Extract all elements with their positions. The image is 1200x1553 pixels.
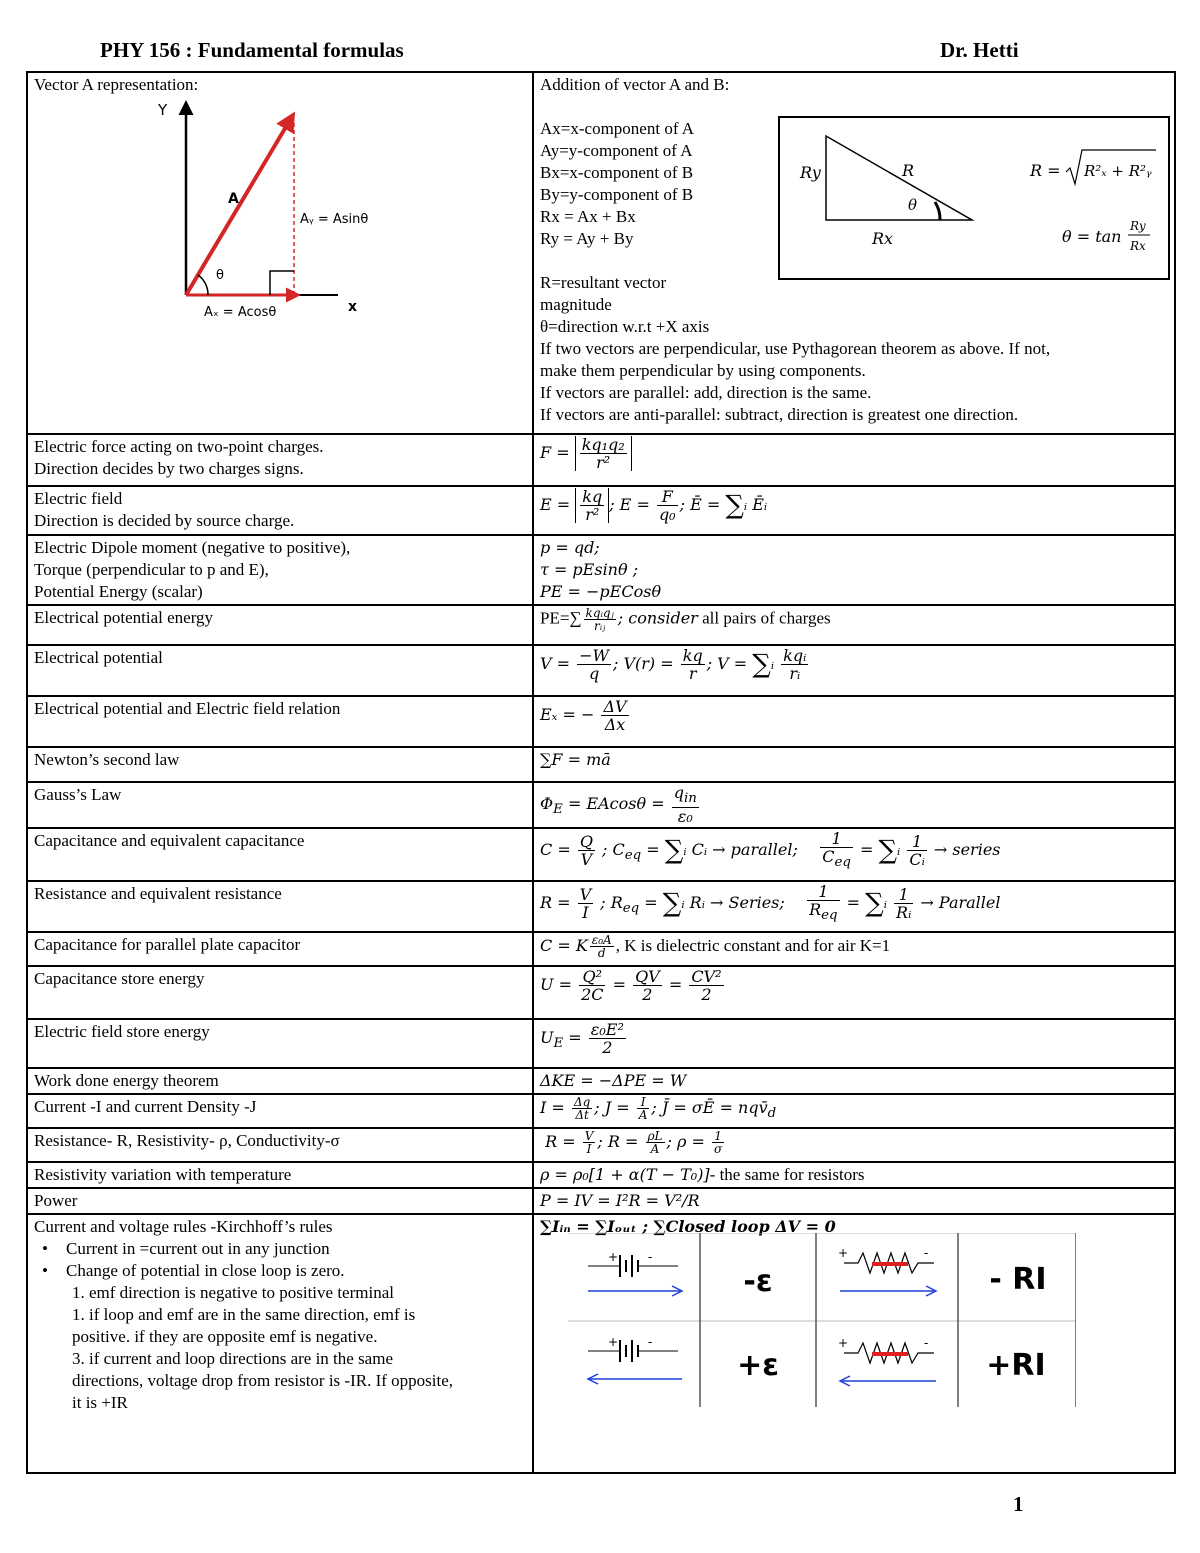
row-label: Work done energy theorem [34,1071,219,1090]
formula: ∑F = mā [540,750,611,769]
formula-note: , K is dielectric constant and for air K=1 [615,936,891,955]
formula: PE = −pECosθ [540,582,662,601]
formula-cell: E = $\frac{kq}{\text{r²}}$ ; E = $\frac{F}{\text{q₀}}$ ; Ē = ∑ᵢ Ēᵢ [533,486,1175,535]
formula: P = IV = I²R = V²/R [540,1191,700,1210]
row-label: Gauss’s Law [34,785,122,804]
formula: ΔKE = −ΔPE = W [540,1071,687,1090]
formula-note: series [952,840,1001,860]
row-label: Electrical potential and Electric field relation [34,699,341,718]
ri-minus-label: - RI [989,1262,1047,1297]
arrow-left-icon [588,1374,682,1384]
ax-label: Aₓ = Acosθ [204,305,277,320]
svg-text:+: + [608,1335,619,1349]
formula: τ = pEsinθ ; [540,560,639,579]
triangle-diagram [780,118,1168,278]
formula: ∑Iᵢₙ = ∑Iₒᵤₜ ; ∑Closed loop ΔV = 0 [540,1217,836,1236]
arrow-right-icon [588,1286,682,1296]
row-label: Potential Energy (scalar) [34,582,203,601]
row-label: Direction is decided by source charge. [34,511,295,530]
formula-cell [533,1068,1175,1094]
row-label: Electrical potential energy [34,608,214,627]
formula-note: - the same for resistors [709,1165,865,1184]
svg-text:-: - [924,1336,929,1350]
arrow-left-icon [840,1376,936,1386]
table-row [27,605,1175,645]
table-row [27,1162,1175,1188]
table-row [27,966,1175,1019]
row-label: Torque (perpendicular to p and E), [34,560,269,579]
formula-cell [533,1162,1175,1188]
formula-cell: I = $\frac{\Delta q}{\Delta t}$ ; J = $\frac{I}{A}$ ; J̄ = σĒ = $nqv̄_d$ [533,1094,1175,1128]
formula-cell: C = $\frac{Q}{V}$ ; $C_{eq}$ = ∑ᵢ Cᵢ → parallel; $\frac{1}{C_{eq}}$ = ∑ᵢ $\frac{1}{\text{Cᵢ}}$ → series [533,828,1175,881]
component-line: Ay=y-component of A [540,141,693,160]
formula-cell: U = $\frac{\text{Q²}}{2C}$ = $\frac{QV}{2}$ = $\frac{\text{CV²}}{2}$ [533,966,1175,1019]
svg-text:+: + [838,1246,849,1260]
page-title: PHY 156 : Fundamental formulas [100,38,404,62]
vector-a-label: Vector A representation: [34,75,199,94]
row-label: Capacitance store energy [34,969,205,988]
axis-x-label: x [348,299,358,315]
svg-text:+: + [838,1336,849,1350]
row-label: Newton’s second law [34,750,180,769]
table-row [27,1128,1175,1162]
resistor-icon [838,1336,934,1363]
formula-note: parallel; [730,840,798,860]
page-number: 1 [1013,1492,1024,1516]
emf-plus-label: +ε [737,1348,779,1383]
formula: p = qd; [540,538,600,557]
table-row [27,1019,1175,1068]
list-item: 3. if current and loop directions are in the same [72,1349,393,1368]
component-line: Bx=x-component of B [540,163,694,182]
resultant-triangle-box [778,116,1170,280]
formula-cell: $U_E$ = $\frac{\text{ε₀E²}}{2}$ [533,1019,1175,1068]
rx-label: Rx [872,229,894,248]
r-formula-radicand: R²ₓ + R²ᵧ [1084,162,1152,180]
formula-cell: C = K $\frac{\text{ε₀A}}{d}$ , K is dielectric constant and for air K=1 [533,932,1175,966]
svg-text:-: - [648,1335,653,1349]
ry-label: Ry [800,163,821,182]
component-line: Ax=x-component of A [540,119,695,138]
kirchhoff-cell [27,1214,533,1473]
row-label: Direction decides by two charges signs. [34,459,304,478]
formula-cell: R = $\frac{V}{I}$ ; $R_{eq}$ = ∑ᵢ Rᵢ → Series; $\frac{1}{R_{eq}}$ = ∑ᵢ $\frac{1}{\text{Rᵢ}}$ → Parallel [533,881,1175,932]
row-label: Resistance and equivalent resistance [34,884,282,903]
arrow-right-icon [840,1286,936,1296]
table-row [27,645,1175,696]
note-line: If vectors are parallel: add, direction is the same. [540,383,872,402]
formula-cell: Eₓ = − $\frac{\Delta V}{\Delta x}$ [533,696,1175,747]
r-formula: R = [1030,161,1061,180]
resistor-icon [838,1246,934,1273]
resultant-line: θ=direction w.r.t +X axis [540,317,710,336]
table-row [27,1094,1175,1128]
row-label: Resistance- R, Resistivity- ρ, Conductivity-σ [34,1131,340,1150]
row-label: Capacitance for parallel plate capacitor [34,935,301,954]
list-item: 1. emf direction is negative to positive terminal [72,1283,394,1302]
emf-minus-label: -ε [743,1264,773,1299]
addition-label: Addition of vector A and B: [540,75,730,94]
table-row [27,434,1175,486]
table-row [27,486,1175,535]
formula-note: Parallel [938,893,1001,913]
list-item: 1. if loop and emf are in the same direction, emf is [72,1305,416,1324]
theta-frac-num: Ry [1130,219,1146,233]
battery-icon [588,1250,678,1277]
table-row [27,747,1175,782]
svg-text:+: + [608,1250,619,1264]
row-label: Electric Dipole moment (negative to positive), [34,538,351,557]
theta-formula: θ = tan [1062,227,1122,246]
formula-note: Series; [728,893,785,913]
table-row [27,881,1175,932]
formula-cell [533,1188,1175,1214]
row-label: Electric force acting on two-point charges. [34,437,324,456]
author: Dr. Hetti [940,38,1019,62]
formula-cell: V = $\frac{-W}{q}$ ; V(r) = $\frac{kq}{r}$ ; V = ∑ᵢ $\frac{\text{kqᵢ}}{\text{rᵢ}}$ [533,645,1175,696]
formula-cell: R = $\frac{V}{I}$ ; R = $\frac{\rho L}{A}$ ; ρ = $\frac{1}{\sigma}$ [533,1128,1175,1162]
row-label: Power [34,1191,78,1210]
row-label: Current -I and current Density -J [34,1097,257,1116]
row-label: Current and voltage rules -Kirchhoff’s rules [34,1217,333,1236]
formula-cell: F = $\frac{\text{kq₁q₂}}{\text{r²}}$ [533,434,1175,486]
formula-cell: PE=∑ $\frac{\text{kqᵢqⱼ}}{\text{rᵢⱼ}}$ ; consider all pairs of charges [533,605,1175,645]
kirchhoff-sign-table [568,1233,1076,1407]
vector-diagram [148,93,368,323]
angle-label: θ [216,268,224,283]
row-label: Electric field store energy [34,1022,210,1041]
note-line: make them perpendicular by using components. [540,361,866,380]
note-line: If two vectors are perpendicular, use Pythagorean theorem as above. If not, [540,339,1051,358]
table-row [27,828,1175,881]
vector-label: A [228,191,239,207]
table-row [27,1188,1175,1214]
row-label: Capacitance and equivalent capacitance [34,831,305,850]
row-label: Resistivity variation with temperature [34,1165,292,1184]
formula: ρ = ρ₀[1 + α(T − T₀)] [540,1165,710,1184]
formula-cell [533,535,1175,605]
list-item: • Current in =current out in any junction [38,1238,526,1260]
row-label: Electric field [34,489,123,508]
table-row [27,535,1175,605]
component-line: Ry = Ay + By [540,229,634,248]
resultant-line: R=resultant vector [540,273,667,292]
formula-cell: $\Phi_E = EAcos\theta$ = $\frac{q_{in}}{\text{ε₀}}$ [533,782,1175,828]
r-label: R [902,161,915,180]
table-row [27,782,1175,828]
svg-text:-: - [924,1246,929,1260]
list-item: directions, voltage drop from resistor is -IR. If opposite, [72,1371,454,1390]
note-line: If vectors are anti-parallel: subtract, direction is greatest one direction. [540,405,1019,424]
battery-icon [588,1335,678,1362]
theta-frac-den: Rx [1130,239,1146,253]
resultant-line: magnitude [540,295,612,314]
component-line: By=y-component of B [540,185,694,204]
ri-plus-label: +RI [986,1348,1046,1383]
formula-cell [533,747,1175,782]
vector-a-cell [27,72,533,434]
list-item: it is +IR [72,1393,128,1412]
row-label: Electrical potential [34,648,163,667]
theta-label: θ [908,196,918,214]
table-row [27,932,1175,966]
list-item: • Change of potential in close loop is zero. [38,1260,526,1282]
list-item: positive. if they are opposite emf is negative. [72,1327,378,1346]
component-line: Rx = Ax + Bx [540,207,636,226]
axis-y-label: Y [158,101,168,119]
ay-label: Aᵧ = Asinθ [300,212,368,227]
table-row [27,1068,1175,1094]
table-row [27,696,1175,747]
svg-text:-: - [648,1250,653,1264]
